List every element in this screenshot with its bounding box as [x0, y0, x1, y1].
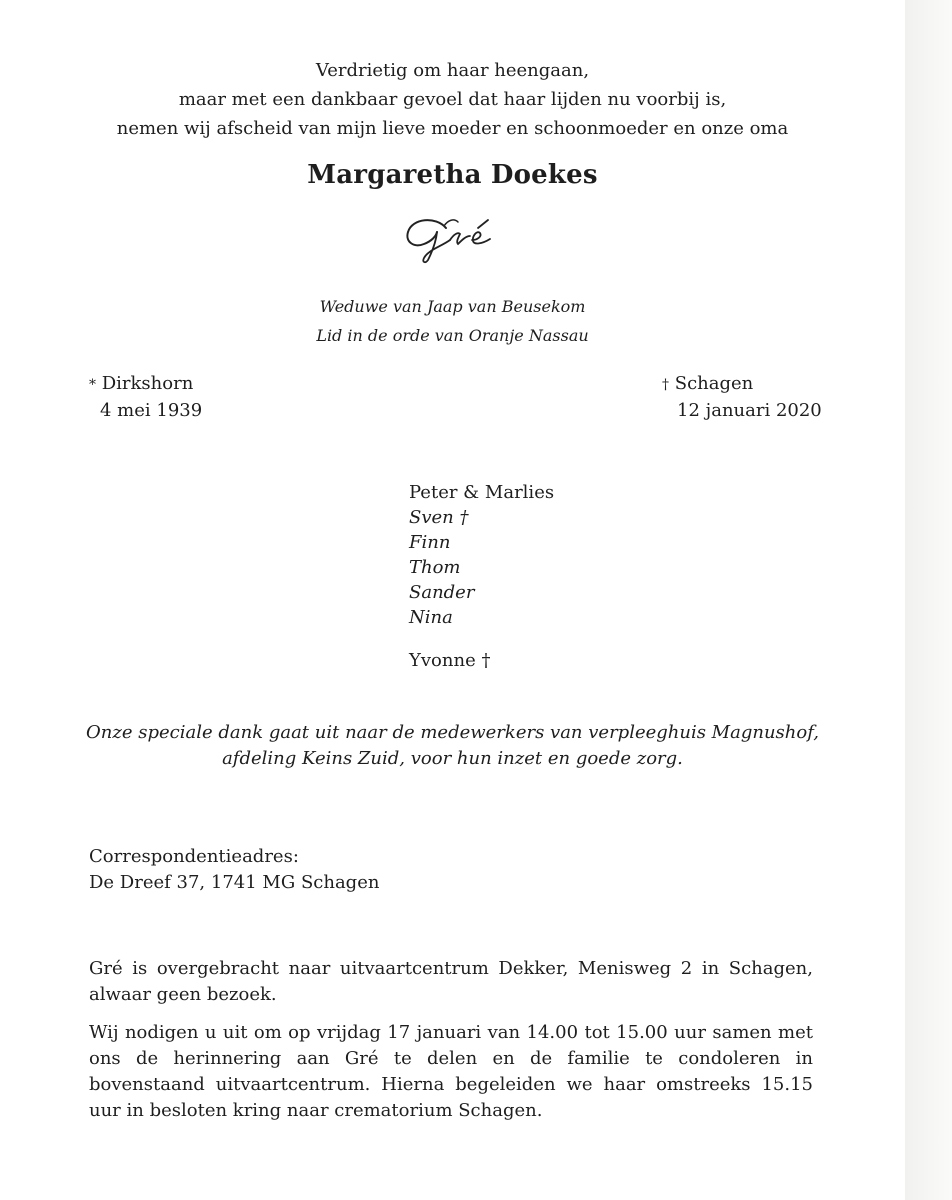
invitation-paragraph: Wij nodigen u uit om op vrijdag 17 januari van 14.00 tot 15.00 uur samen met ons de herinnering aan Gré te delen en de familie te condoleren in bovenstaand uitvaartcentrum. Hierna begeleiden we haar omstreeks 15.15 uur in besloten kring naar crematorium Schagen.: [89, 1022, 813, 1121]
grandchild-4: Sander: [409, 582, 475, 603]
grandchild-1: Sven †: [409, 507, 469, 528]
birth-place: Dirkshorn: [101, 373, 194, 394]
family-child-2: Yvonne †: [409, 650, 491, 671]
deceased-name: Margaretha Doekes: [307, 160, 598, 190]
opening-text: [0, 56, 905, 143]
thanks-line-2: afdeling Keins Zuid, voor hun inzet en goede zorg.: [222, 748, 683, 769]
transfer-paragraph: Gré is overgebracht naar uitvaartcentrum Dekker, Menisweg 2 in Schagen, alwaar geen bezoek.: [89, 958, 813, 1005]
grandchild-2: Finn: [409, 532, 451, 553]
death-symbol: †: [662, 377, 669, 393]
death-info: [662, 371, 822, 423]
birth-info: [89, 371, 202, 423]
thanks-text: [0, 720, 905, 772]
grandchild-5: Nina: [409, 607, 453, 628]
address-label: Correspondentieadres:: [89, 846, 299, 867]
birth-symbol: *: [89, 377, 96, 393]
subtitle: [0, 292, 905, 350]
opening-line-3: nemen wij afscheid van mijn lieve moeder en schoonmoeder en onze oma: [116, 118, 789, 139]
widow-line: Weduwe van Jaap van Beusekom: [319, 297, 586, 316]
grandchild-3: Thom: [409, 557, 461, 578]
address-value: De Dreef 37, 1741 MG Schagen: [89, 872, 380, 893]
death-date: 12 januari 2020: [677, 400, 822, 421]
signature-script: [402, 206, 512, 266]
opening-line-1: Verdrietig om haar heengaan,: [315, 60, 590, 81]
scan-edge: [905, 0, 952, 1200]
order-line: Lid in de orde van Oranje Nassau: [316, 326, 589, 345]
family-child-1: Peter & Marlies: [409, 482, 555, 503]
correspondence-address: [89, 844, 379, 896]
death-place: Schagen: [674, 373, 754, 394]
birth-date: 4 mei 1939: [100, 400, 203, 421]
family-list: [409, 480, 554, 673]
opening-line-2: maar met een dankbaar gevoel dat haar lijden nu voorbij is,: [178, 89, 727, 110]
thanks-line-1: Onze speciale dank gaat uit naar de medewerkers van verpleeghuis Magnushof,: [86, 722, 819, 743]
